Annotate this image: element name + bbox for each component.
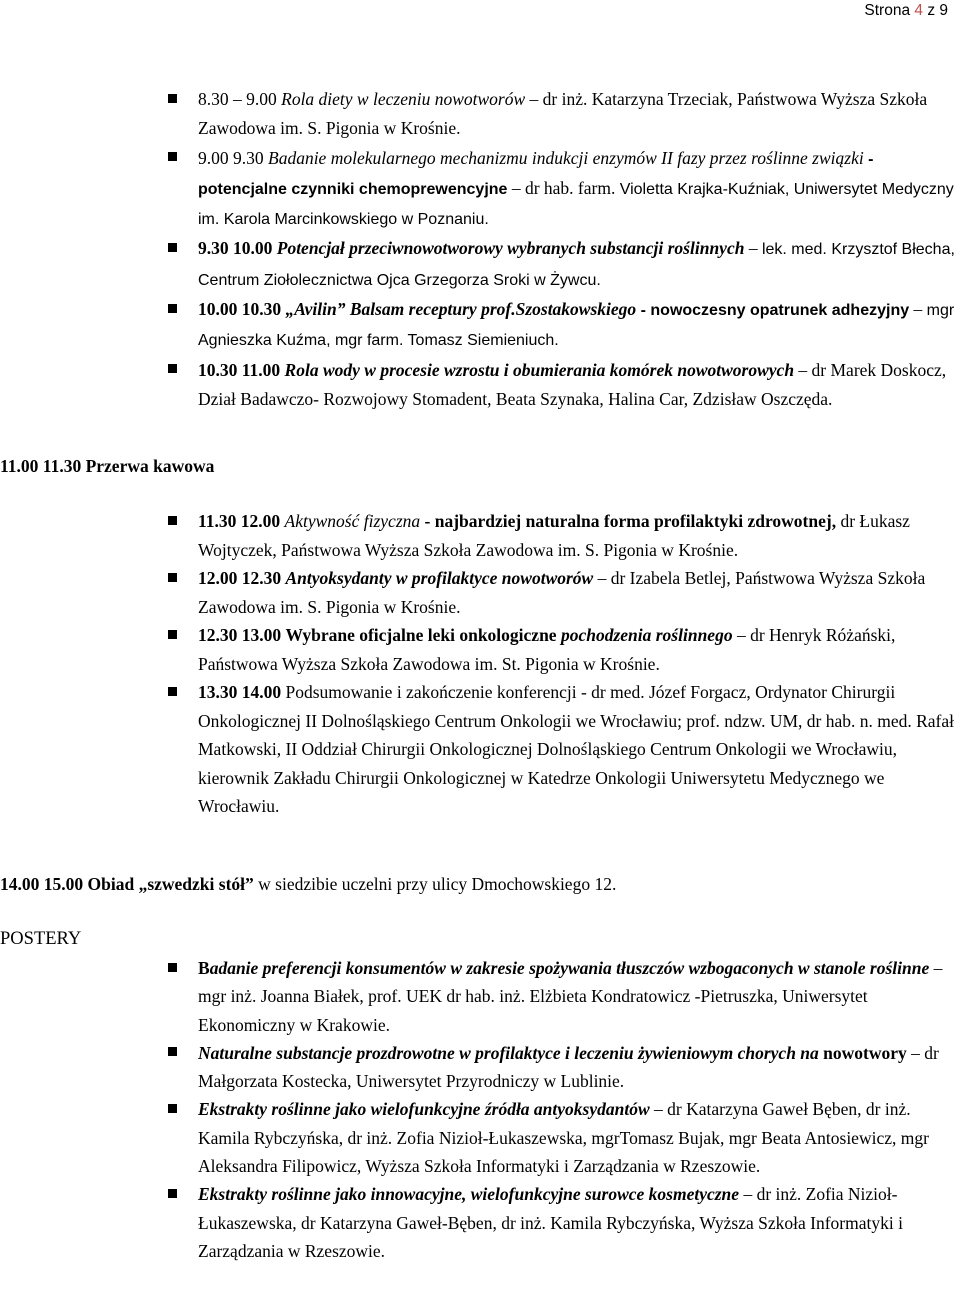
session-1-list [0, 85, 960, 414]
lunch-bold: „szwedzki stół” [138, 874, 254, 894]
list-item: Badanie preferencji konsumentów w zakresie spożywania tłuszczów wzbogaconych w stanole roślinne – mgr inż. Joanna Białek, prof. UEK dr hab. inż. Elżbieta Kondratowicz -Pietruszka, Uniwersytet Ekonomiczny w Krakowie. [0, 954, 960, 1039]
break-label: Przerwa kawowa [85, 456, 215, 476]
list-item: 10.00 10.30 „Avilin” Balsam receptury prof.Szostakowskiego - nowoczesny opatrunek adhezyjny – mgr Agnieszka Kuźma, mgr farm. Tomasz Siemieniuch. [0, 295, 960, 356]
list-item: Ekstrakty roślinne jako wielofunkcyjne źródła antyoksydantów – dr Katarzyna Gaweł Bęben, dr inż. Kamila Rybczyńska, dr inż. Zofia Nizioł-Łukaszewska, mgrTomasz Bujak, mgr Beata Antosiewicz, mgr Aleksandra Filipowicz, Wyższa Szkoła Informatyki i Zarządzania w Rzeszowie. [0, 1095, 960, 1180]
page-sep: z [927, 2, 936, 19]
coffee-break [0, 452, 960, 480]
lunch-line [0, 870, 960, 898]
lunch-label: Obiad [83, 874, 139, 894]
list-item: 9.00 9.30 Badanie molekularnego mechanizmu indukcji enzymów II fazy przez roślinne związki - potencjalne czynniki chemoprewencyjne – dr hab. farm. Violetta Krajka-Kuźniak, Uniwersytet Medyczny im. Karola Marcinkowskiego w Poznaniu. [0, 144, 960, 235]
list-item: 12.00 12.30 Antyoksydanty w profilaktyce nowotworów – dr Izabela Betlej, Państwowa Wyższa Szkoła Zawodowa im. S. Pigonia w Krośnie. [0, 564, 960, 621]
page-total: 9 [939, 2, 948, 19]
lunch-rest: w siedzibie uczelni przy ulicy Dmochowskiego 12. [253, 874, 617, 894]
list-item: 10.30 11.00 Rola wody w procesie wzrostu i obumierania komórek nowotworowych – dr Marek Doskocz, Dział Badawczo- Rozwojowy Stomadent, Beata Szynaka, Halina Car, Zdzisław Oszczęda. [0, 356, 960, 415]
posters-list [0, 954, 960, 1265]
list-item: 9.30 10.00 Potencjał przeciwnowotworowy wybranych substancji roślinnych – lek. med. Krzysztof Błecha, Centrum Ziołolecznictwa Ojca Grzegorza Sroki w Żywcu. [0, 234, 960, 295]
page-number [864, 0, 948, 22]
lunch-time: 14.00 15.00 [0, 874, 84, 894]
posters-heading: POSTERY [0, 929, 82, 949]
list-item: Naturalne substancje prozdrowotne w profilaktyce i leczeniu żywieniowym chorych na nowotwory – dr Małgorzata Kostecka, Uniwersytet Przyrodniczy w Lublinie. [0, 1039, 960, 1096]
page-current: 4 [914, 2, 923, 19]
page-label: Strona [864, 2, 911, 19]
list-item: 8.30 – 9.00 Rola diety w leczeniu nowotworów – dr inż. Katarzyna Trzeciak, Państwowa Wyższa Szkoła Zawodowa im. S. Pigonia w Krośnie. [0, 85, 960, 144]
list-item: 12.30 13.00 Wybrane oficjalne leki onkologiczne pochodzenia roślinnego – dr Henryk Różański, Państwowa Wyższa Szkoła Zawodowa im. St. Pigonia w Krośnie. [0, 621, 960, 678]
list-item: Ekstrakty roślinne jako innowacyjne, wielofunkcyjne surowce kosmetyczne – dr inż. Zofia Nizioł-Łukaszewska, dr Katarzyna Gaweł-Bęben, dr inż. Kamila Rybczyńska, Wyższa Szkoła Informatyki i Zarządzania w Rzeszowie. [0, 1180, 960, 1265]
session-2-list [0, 507, 960, 821]
list-item: 11.30 12.00 Aktywność fizyczna - najbardziej naturalna forma profilaktyki zdrowotnej, dr Łukasz Wojtyczek, Państwowa Wyższa Szkoła Zawodowa im. S. Pigonia w Krośnie. [0, 507, 960, 564]
list-item: 13.30 14.00 Podsumowanie i zakończenie konferencji - dr med. Józef Forgacz, Ordynator Chirurgii Onkologicznej II Dolnośląskiego Centrum Onkologii we Wrocławiu; prof. ndzw. UM, dr hab. n. med. Rafał Matkowski, II Oddział Chirurgii Onkologicznej Dolnośląskiego Centrum Onkologii we Wrocławiu, kierownik Zakładu Chirurgii Onkologicznej w Katedrze Onkologii Uniwersytetu Medycznego we Wrocławiu. [0, 678, 960, 821]
break-time: 11.00 11.30 [0, 456, 82, 476]
